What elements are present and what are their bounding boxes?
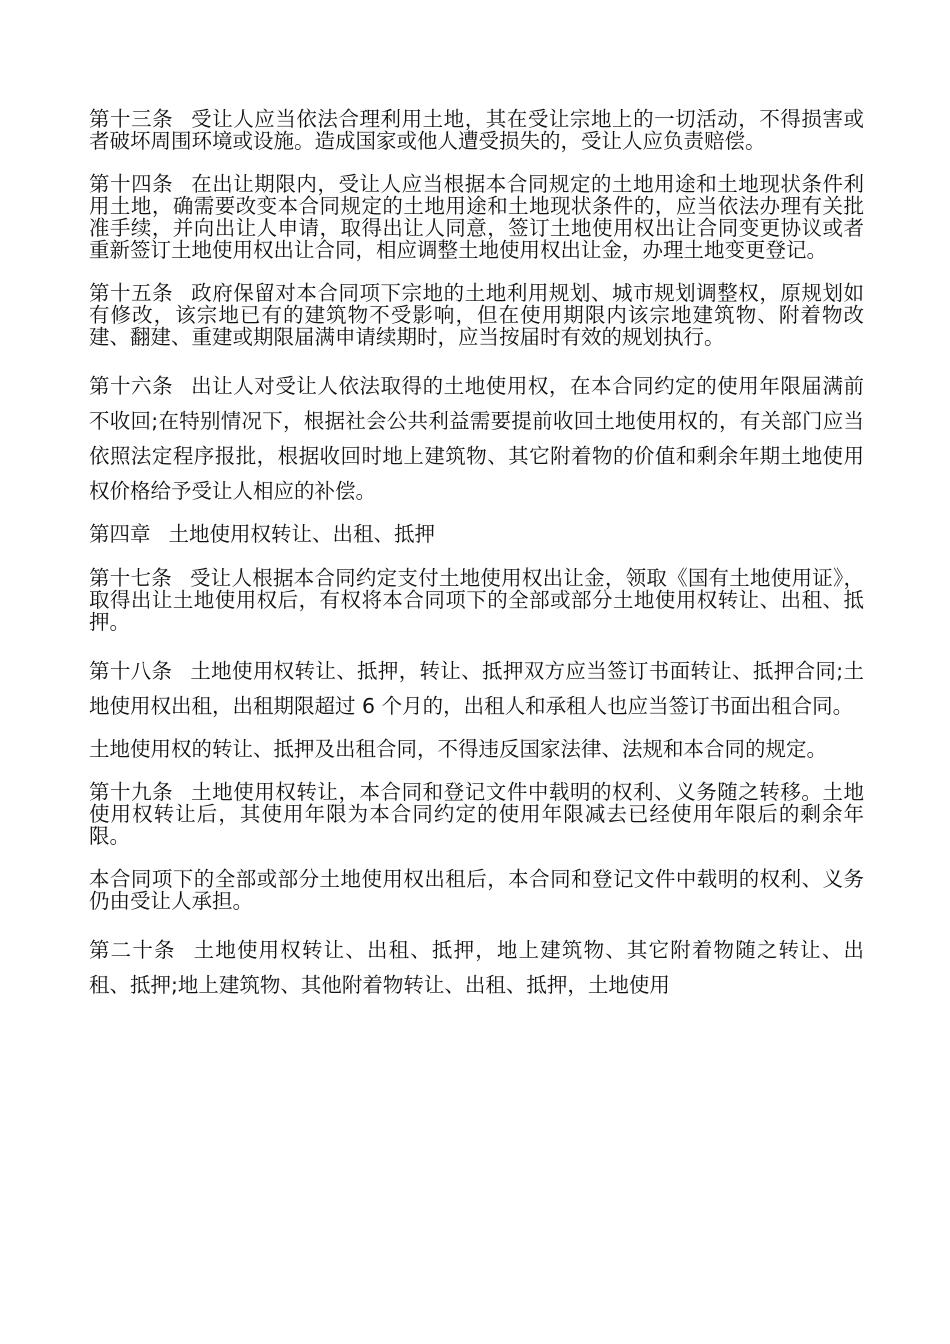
page-bottom-clip (89, 933, 864, 1005)
article-number: 第十九条 (89, 780, 174, 804)
article-body: 土地使用权转让，本合同和登记文件中载明的权利、义务随之转移。土地使用权转让后，其使用年限为本合同约定的使用年限减去已经使用年限后的剩余年限。 (89, 780, 864, 848)
article-14 (89, 173, 864, 261)
article-number: 第十五条 (89, 281, 174, 305)
article-15 (89, 282, 864, 348)
chapter-4-heading (89, 523, 864, 545)
article-body: 在出让期限内，受让人应当根据本合同规定的土地用途和土地现状条件利用土地，确需要改变本合同规定的土地用途和土地现状条件的，应当依法办理有关批准手续，并向出让人申请，取得出让人同意，签订土地使用权出让合同变更协议或者重新签订土地使用权出让合同，相应调整土地使用权出让金，办理土地变更登记。 (89, 172, 864, 262)
article-number: 第二十条 (89, 938, 176, 962)
article-body: 政府保留对本合同项下宗地的土地利用规划、城市规划调整权，原规划如有修改，该宗地已有的建筑物不受影响，但在使用期限内该宗地建筑物、附着物改建、翻建、重建或期限届满申请续期时，应当按届时有效的规划执行。 (89, 281, 864, 349)
paragraph-body: 本合同项下的全部或部分土地使用权出租后，本合同和登记文件中载明的权利、义务仍由受让人承担。 (89, 867, 864, 913)
article-number: 第十四条 (89, 172, 174, 196)
document-page (89, 108, 864, 1005)
article-number: 第十七条 (89, 566, 172, 590)
article-number: 第十八条 (89, 659, 173, 683)
paragraph-body: 土地使用权的转让、抵押及出租合同，不得违反国家法律、法规和本合同的规定。 (89, 737, 827, 761)
article-17 (89, 567, 864, 633)
chapter-number: 第四章 (89, 522, 151, 546)
article-18-paragraph-2 (89, 738, 864, 760)
article-body: 受让人应当依法合理利用土地，其在受让宗地上的一切活动，不得损害或者破坏周围环境或设施。造成国家或他人遭受损失的，受让人应负责赔偿。 (89, 107, 864, 153)
article-16 (89, 369, 864, 509)
article-19-paragraph-2 (89, 868, 864, 912)
article-20 (89, 933, 864, 1003)
article-number: 第十六条 (89, 374, 174, 398)
chapter-title: 土地使用权转让、出租、抵押 (168, 522, 435, 546)
article-body: 土地使用权转让、出租、抵押，地上建筑物、其它附着物随之转让、出租、抵押;地上建筑物、其他附着物转让、出租、抵押，土地使用 (89, 938, 864, 997)
article-18 (89, 654, 864, 724)
article-number: 第十三条 (89, 107, 174, 131)
article-body: 土地使用权转让、抵押，转让、抵押双方应当签订书面转让、抵押合同;土地使用权出租，出租期限超过 6 个月的，出租人和承租人也应当签订书面出租合同。 (89, 659, 864, 718)
article-body: 受让人根据本合同约定支付土地使用权出让金，领取《国有土地使用证》，取得出让土地使用权后，有权将本合同项下的全部或部分土地使用权转让、出租、抵押。 (89, 566, 865, 634)
article-body: 出让人对受让人依法取得的土地使用权，在本合同约定的使用年限届满前不收回;在特别情况下，根据社会公共利益需要提前收回土地使用权的，有关部门应当依照法定程序报批，根据收回时地上建筑物、其它附着物的价值和剩余年期土地使用权价格给予受让人相应的补偿。 (89, 374, 864, 503)
article-19 (89, 781, 864, 847)
article-13 (89, 108, 864, 152)
